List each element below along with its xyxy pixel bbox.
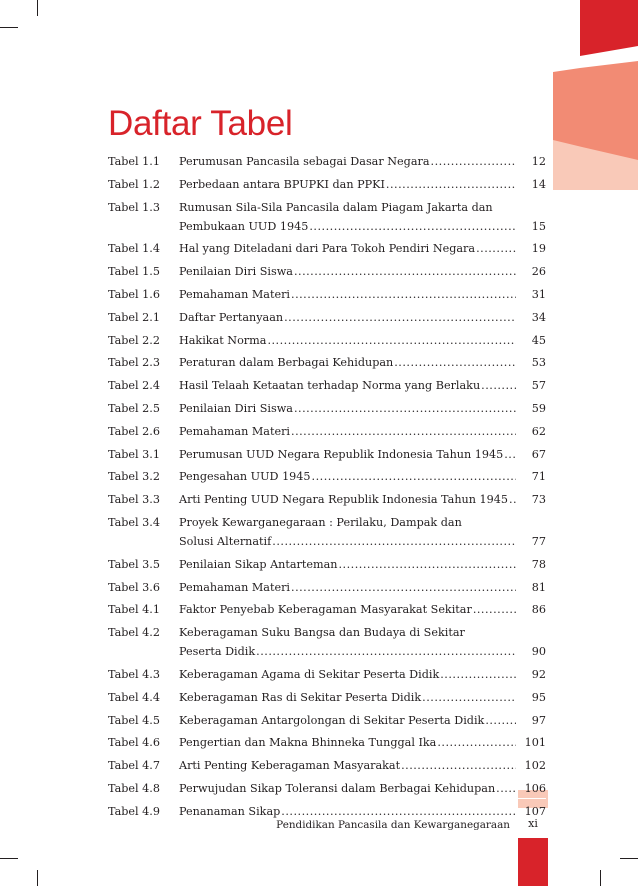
dot-leader: [476, 239, 516, 258]
toc-entry[interactable]: [108, 353, 546, 373]
toc-entry-page: 34: [531, 310, 546, 324]
toc-entry-title: Proyek Kewarganegaraan : Perilaku, Dampak dan: [179, 515, 462, 529]
crop-mark: [600, 870, 601, 886]
toc-entry-label: Tabel 4.8: [108, 781, 160, 795]
dot-leader: [339, 555, 517, 574]
toc-entry-page: 45: [531, 333, 546, 347]
dot-leader: [284, 308, 516, 327]
footer-page-number: xi: [528, 817, 538, 830]
crop-mark: [0, 858, 18, 859]
toc-entry[interactable]: [108, 262, 546, 282]
toc-entry-title: Rumusan Sila-Sila Pancasila dalam Piagam Jakarta dan: [179, 200, 493, 214]
dot-leader: [294, 262, 516, 281]
dot-leader: [386, 175, 516, 194]
toc-entry-title: Arti Penting UUD Negara Republik Indonesia Tahun 1945: [179, 493, 508, 507]
dot-leader: [401, 756, 516, 775]
toc-entry-label: Tabel 1.6: [108, 287, 160, 301]
toc-entry-label: Tabel 4.4: [108, 690, 160, 704]
toc-entry[interactable]: [108, 623, 546, 662]
toc-entry-title: Faktor Penyebab Keberagaman Masyarakat Sekitar: [179, 603, 472, 617]
dot-leader: [281, 802, 516, 821]
toc-entry-label: Tabel 4.9: [108, 804, 160, 818]
toc-entry-page: 92: [531, 667, 546, 681]
toc-entry[interactable]: [108, 688, 546, 708]
toc-entry[interactable]: [108, 285, 546, 305]
toc-entry[interactable]: [108, 308, 546, 328]
toc-entry-title: Perumusan UUD Negara Republik Indonesia Tahun 1945: [179, 447, 504, 461]
dot-leader: [291, 422, 516, 441]
toc-entry[interactable]: [108, 513, 546, 552]
toc-entry-label: Tabel 1.5: [108, 265, 160, 279]
toc-entry-title: Pembukaan UUD 1945: [179, 219, 309, 233]
toc-entry[interactable]: [108, 578, 546, 598]
toc-entry-title: Keberagaman Ras di Sekitar Peserta Didik: [179, 690, 422, 704]
toc-entry-label: Tabel 2.5: [108, 401, 160, 415]
dot-leader: [394, 353, 516, 372]
toc-entry-title: Pengesahan UUD 1945: [179, 470, 311, 484]
footer-tab-bottom: [518, 838, 548, 886]
toc-entry-page: 26: [531, 265, 546, 279]
toc-entry-page: 12: [531, 155, 546, 168]
toc-entry-label: Tabel 1.4: [108, 242, 160, 256]
toc-entry-label: Tabel 4.6: [108, 736, 160, 750]
toc-entry-title: Hakikat Norma: [179, 333, 267, 347]
toc-entry-label: Tabel 3.2: [108, 470, 160, 484]
toc-entry[interactable]: [108, 376, 546, 396]
toc-entry-page: 59: [531, 401, 546, 415]
dot-leader: [509, 490, 516, 509]
toc-entry[interactable]: [108, 555, 546, 575]
toc-entry[interactable]: [108, 152, 546, 172]
toc-entry-page: 53: [531, 356, 546, 370]
toc-entry-label: Tabel 4.3: [108, 667, 160, 681]
toc-entry-page: 107: [524, 804, 546, 818]
dot-leader: [422, 688, 516, 707]
toc-entry-page: 78: [531, 557, 546, 571]
ribbon-dark: [580, 0, 638, 56]
toc-entry-title: Pemahaman Materi: [179, 287, 291, 301]
crop-mark: [0, 27, 18, 28]
toc-entry[interactable]: [108, 665, 546, 685]
dot-leader: [312, 467, 516, 486]
toc-entry-title: Keberagaman Suku Bangsa dan Budaya di Sekitar: [179, 626, 465, 640]
toc-entry[interactable]: [108, 733, 546, 753]
dot-leader: [504, 445, 516, 464]
toc-entry-label: Tabel 2.3: [108, 356, 160, 370]
toc-entry[interactable]: [108, 779, 546, 799]
toc-entry-page: 77: [531, 534, 546, 548]
dot-leader: [431, 152, 516, 171]
toc-entry-page: 67: [531, 447, 546, 461]
dot-leader: [485, 711, 516, 730]
dot-leader: [267, 331, 516, 350]
toc-entry-label: Tabel 2.4: [108, 379, 160, 393]
toc-entry-label: Tabel 4.7: [108, 759, 160, 773]
toc-entry-title: Perbedaan antara BPUPKI dan PPKI: [179, 177, 385, 191]
toc-entry-title: Peserta Didik: [179, 645, 256, 659]
toc-entry-title: Pemahaman Materi: [179, 580, 291, 594]
toc-entry-page: 19: [531, 242, 546, 256]
toc-entry-label: Tabel 4.2: [108, 626, 160, 640]
toc-entry-page: 57: [531, 379, 546, 393]
toc-entry-page: 14: [531, 177, 546, 191]
toc-entry[interactable]: [108, 490, 546, 510]
toc-entry-page: 73: [531, 493, 546, 507]
toc-entry-label: Tabel 3.5: [108, 557, 160, 571]
toc-entry[interactable]: [108, 239, 546, 259]
toc-entry[interactable]: [108, 467, 546, 487]
toc-entry-page: 102: [524, 759, 546, 773]
toc-entry-title: Daftar Pertanyaan: [179, 310, 284, 324]
toc-entry-page: 106: [524, 781, 546, 795]
toc-entry[interactable]: [108, 175, 546, 195]
crop-mark: [620, 858, 638, 859]
toc-entry-title: Hal yang Diteladani dari Para Tokoh Pendiri Negara: [179, 242, 476, 256]
toc-entry-page: 90: [531, 645, 546, 659]
toc-entry-title: Penilaian Diri Siswa: [179, 265, 293, 279]
toc-entry-title: Keberagaman Antargolongan di Sekitar Peserta Didik: [179, 713, 485, 727]
toc-entry[interactable]: [108, 399, 546, 419]
dot-leader: [473, 600, 516, 619]
toc-entry-page: 86: [531, 603, 546, 617]
toc-entry-title: Peraturan dalam Berbagai Kehidupan: [179, 356, 394, 370]
toc-entry-title: Penanaman Sikap: [179, 804, 281, 818]
toc-entry-title: Penilaian Diri Siswa: [179, 401, 293, 415]
dot-leader: [496, 779, 516, 798]
toc-entry-page: 81: [531, 580, 546, 594]
toc-entry[interactable]: [108, 331, 546, 351]
toc-entry-page: 71: [531, 470, 546, 484]
toc-entry[interactable]: [108, 756, 546, 776]
toc-entry-label: Tabel 3.1: [108, 447, 160, 461]
toc-entry-title: Perwujudan Sikap Toleransi dalam Berbagai Kehidupan: [179, 781, 496, 795]
crop-mark: [37, 870, 38, 886]
dot-leader: [291, 578, 516, 597]
toc-entry-title: Solusi Alternatif: [179, 534, 272, 548]
toc-entry-label: Tabel 2.2: [108, 333, 160, 347]
toc-entry-page: 101: [524, 736, 546, 750]
toc-entry-title: Pemahaman Materi: [179, 424, 291, 438]
toc-entry-title: Arti Penting Keberagaman Masyarakat: [179, 759, 401, 773]
footer-book-title: Pendidikan Pancasila dan Kewarganegaraan: [276, 819, 510, 831]
toc-entry-page: 15: [531, 219, 546, 233]
toc-entry-label: Tabel 1.3: [108, 200, 160, 214]
toc-entry[interactable]: [108, 422, 546, 442]
toc-entry-title: Perumusan Pancasila sebagai Dasar Negara: [179, 155, 430, 168]
toc-entry-title: Pengertian dan Makna Bhinneka Tunggal Ika: [179, 736, 437, 750]
toc-entry-label: Tabel 1.2: [108, 177, 160, 191]
dot-leader: [481, 376, 516, 395]
table-of-tables: [108, 152, 546, 825]
toc-entry-label: Tabel 4.5: [108, 713, 160, 727]
toc-entry-page: 62: [531, 424, 546, 438]
toc-entry-label: Tabel 3.3: [108, 493, 160, 507]
toc-entry[interactable]: [108, 711, 546, 731]
crop-mark: [37, 0, 38, 16]
toc-entry-title: Hasil Telaah Ketaatan terhadap Norma yang Berlaku: [179, 379, 481, 393]
toc-entry-page: 95: [531, 690, 546, 704]
dot-leader: [272, 532, 516, 551]
toc-entry-page: 31: [531, 287, 546, 301]
toc-entry[interactable]: [108, 600, 546, 620]
dot-leader: [440, 665, 516, 684]
dot-leader: [309, 217, 516, 236]
toc-entry-label: Tabel 3.6: [108, 580, 160, 594]
toc-entry-label: Tabel 2.6: [108, 424, 160, 438]
toc-entry-label: Tabel 3.4: [108, 515, 160, 529]
toc-entry[interactable]: [108, 445, 546, 465]
dot-leader: [256, 642, 516, 661]
toc-entry-label: Tabel 2.1: [108, 310, 160, 324]
dot-leader: [437, 733, 516, 752]
dot-leader: [291, 285, 516, 304]
toc-entry-label: Tabel 1.1: [108, 155, 160, 168]
toc-entry-page: 97: [531, 713, 546, 727]
dot-leader: [294, 399, 516, 418]
toc-entry[interactable]: [108, 198, 546, 237]
toc-entry-title: Keberagaman Agama di Sekitar Peserta Didik: [179, 667, 440, 681]
toc-entry-label: Tabel 4.1: [108, 603, 160, 617]
page-title: Daftar Tabel: [108, 104, 293, 143]
toc-entry-title: Penilaian Sikap Antarteman: [179, 557, 338, 571]
